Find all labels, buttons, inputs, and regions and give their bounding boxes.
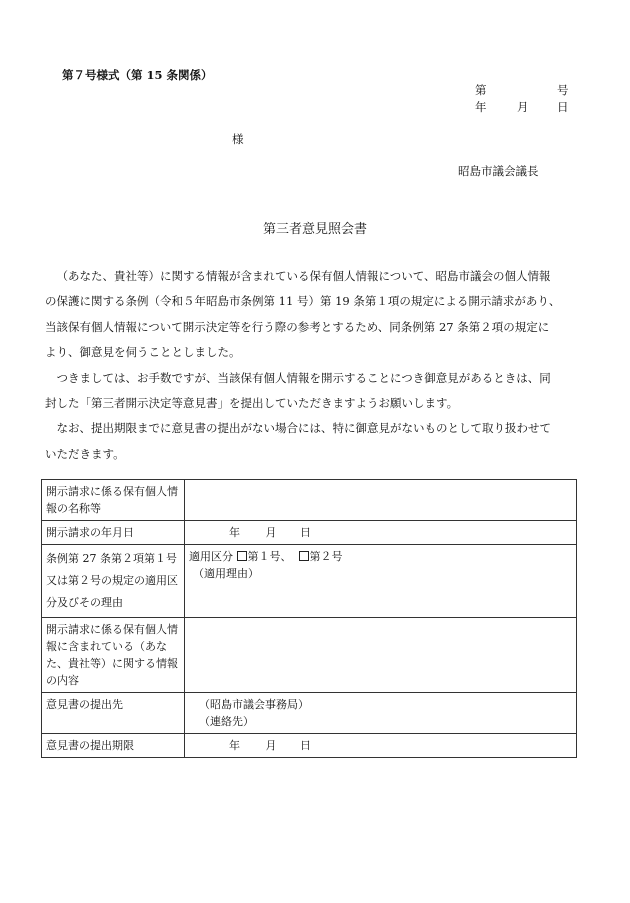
document-number-date xyxy=(475,82,567,116)
row-value-info-content xyxy=(185,618,577,693)
row-value-subject xyxy=(185,480,577,521)
submit-to-office: （昭島市議会事務局） xyxy=(199,698,309,711)
row-label-deadline: 意見書の提出期限 xyxy=(42,734,185,758)
table-row xyxy=(42,734,577,758)
row-label-applicable-category: 条例第 27 条第２項第１号又は第２号の規定の適用区分及びその理由 xyxy=(42,545,185,618)
body-p1-line: （あなた、貴社等）に関する情報が含まれている保有個人情報について、昭島市議会の個人情報 xyxy=(56,269,551,283)
body-p2-line: 封した「第三者開示決定等意見書」を提出していただきますようお願いします。 xyxy=(45,396,459,411)
date-month: 月 xyxy=(517,100,529,114)
request-day: 日 xyxy=(300,526,311,539)
row-label-subject: 開示請求に係る保有個人情報の名称等 xyxy=(42,480,185,521)
doc-no-prefix: 第 xyxy=(475,83,487,97)
form-number: 第７号様式（第 15 条関係） xyxy=(62,68,213,82)
row-value-submit-to xyxy=(185,693,577,734)
table-row xyxy=(42,545,577,618)
body-p3-line: なお、提出期限までに意見書の提出がない場合には、特に御意見がないものとして取り扱わせて xyxy=(56,421,551,436)
table-row xyxy=(42,618,577,693)
submit-to-contact: （連絡先） xyxy=(199,715,254,728)
document-body xyxy=(45,264,585,467)
request-month: 月 xyxy=(265,526,277,539)
row-value-request-date xyxy=(185,521,577,545)
apply-reason: （適用理由） xyxy=(193,567,259,580)
body-p2-line: つきましては、お手数ですが、当該保有個人情報を開示することにつき御意見があるときは、同 xyxy=(56,370,551,385)
apply-label: 適用区分 xyxy=(189,550,233,563)
row-label-request-date: 開示請求の年月日 xyxy=(42,521,185,545)
doc-no-suffix: 号 xyxy=(557,83,569,97)
date-year: 年 xyxy=(475,100,487,114)
body-p1-line: の保護に関する条例（令和５年昭島市条例第 11 号）第 19 条第１項の規定による開示請求があり、 xyxy=(45,294,561,309)
info-table xyxy=(41,479,577,758)
document-title: 第三者意見照会書 xyxy=(262,222,367,237)
sender-name: 昭島市議会議長 xyxy=(458,164,539,178)
deadline-month: 月 xyxy=(265,739,277,752)
row-value-applicable-category xyxy=(185,545,577,618)
addressee-honorific: 様 xyxy=(232,132,244,146)
table-row xyxy=(42,480,577,521)
table-row xyxy=(42,521,577,545)
table-row xyxy=(42,693,577,734)
checkbox-option2[interactable] xyxy=(299,551,309,561)
body-p3-line: いただきます。 xyxy=(45,446,125,461)
deadline-day: 日 xyxy=(300,739,311,752)
date-day: 日 xyxy=(557,100,569,114)
row-value-deadline xyxy=(185,734,577,758)
deadline-year: 年 xyxy=(229,739,240,752)
row-label-info-content: 開示請求に係る保有個人情報に含まれている（あなた、貴社等）に関する情報の内容 xyxy=(42,618,185,693)
body-p1-line: より、御意見を伺うこととしました。 xyxy=(45,345,241,360)
request-year: 年 xyxy=(229,526,240,539)
option1-label: 第１号、 xyxy=(247,550,292,563)
body-p1-line: 当該保有個人情報について開示決定等を行う際の参考とするため、同条例第 27 条第２項の規定に xyxy=(45,319,550,334)
option2-label: 第２号 xyxy=(309,550,343,563)
checkbox-option1[interactable] xyxy=(237,551,247,561)
row-label-submit-to: 意見書の提出先 xyxy=(42,693,185,734)
